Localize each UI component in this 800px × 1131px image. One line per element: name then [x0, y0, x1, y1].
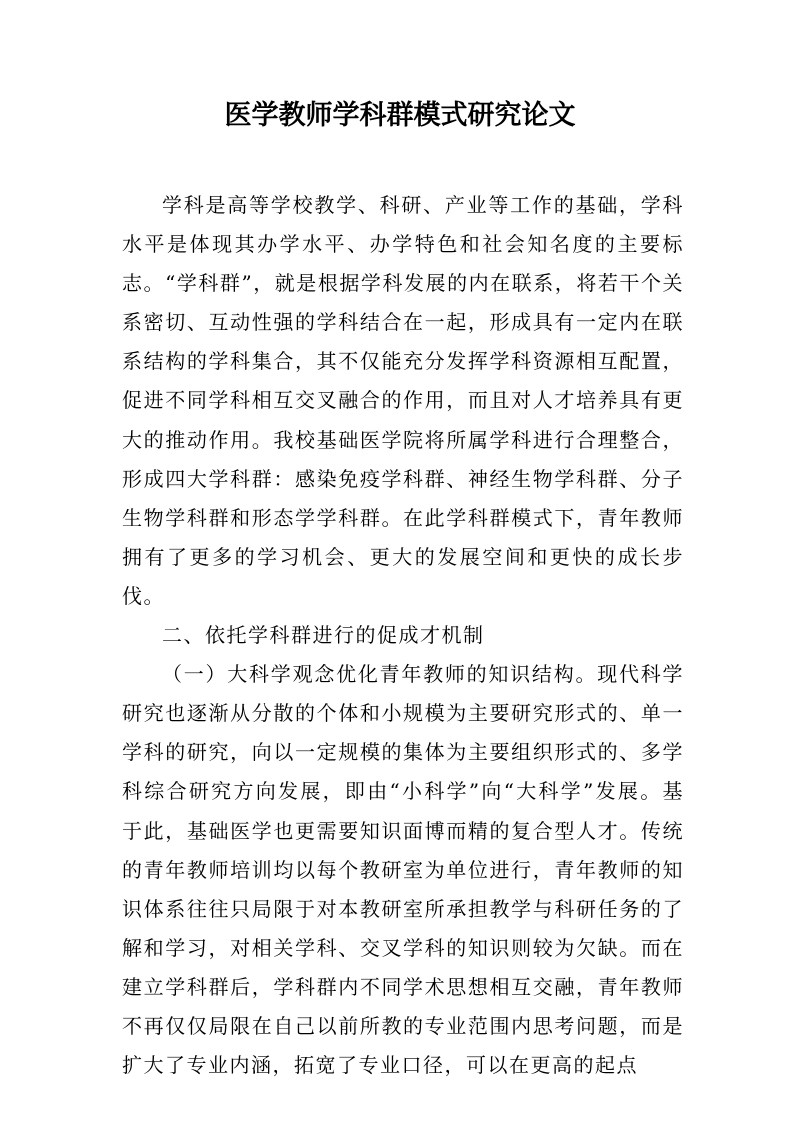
- paragraph-subsection-one: （一）大科学观念优化青年教师的知识结构。现代科学研究也逐渐从分散的个体和小规模为主要研究形式的、单一学科的研究，向以一定规模的集体为主要组织形式的、多学科综合研究方向发展，即由“小科学”向“大科学”发展。基于此，基础医学也更需要知识面博而精的复合型人才。传统的青年教师培训均以每个教研室为单位进行，青年教师的知识体系往往只局限于对本教研室所承担教学与科研任务的了解和学习，对相关学科、交叉学科的知识则较为欠缺。而在建立学科群后，学科群内不同学术思想相互交融，青年教师不再仅仅局限在自己以前所教的专业范围内思考问题，而是扩大了专业内涵，拓宽了专业口径，可以在更高的起点: [122, 662, 684, 1078]
- document-title: 医学教师学科群模式研究论文: [224, 100, 576, 131]
- document-body: [122, 186, 684, 1085]
- section-heading: 二、依托学科群进行的促成才机制: [162, 623, 485, 648]
- paragraph-intro: 学科是高等学校教学、科研、产业等工作的基础，学科水平是体现其办学水平、办学特色和社会知名度的主要标志。“学科群”，就是根据学科发展的内在联系，将若干个关系密切、互动性强的学科结合在一起，形成具有一定内在联系结构的学科集合，其不仅能充分发挥学科资源相互配置，促进不同学科相互交叉融合的作用，而且对人才培养具有更大的推动作用。我校基础医学院将所属学科进行合理整合，形成四大学科群：感染免疫学科群、神经生物学科群、分子生物学科群和形态学学科群。在此学科群模式下，青年教师拥有了更多的学习机会、更大的发展空间和更快的成长步伐。: [122, 193, 684, 608]
